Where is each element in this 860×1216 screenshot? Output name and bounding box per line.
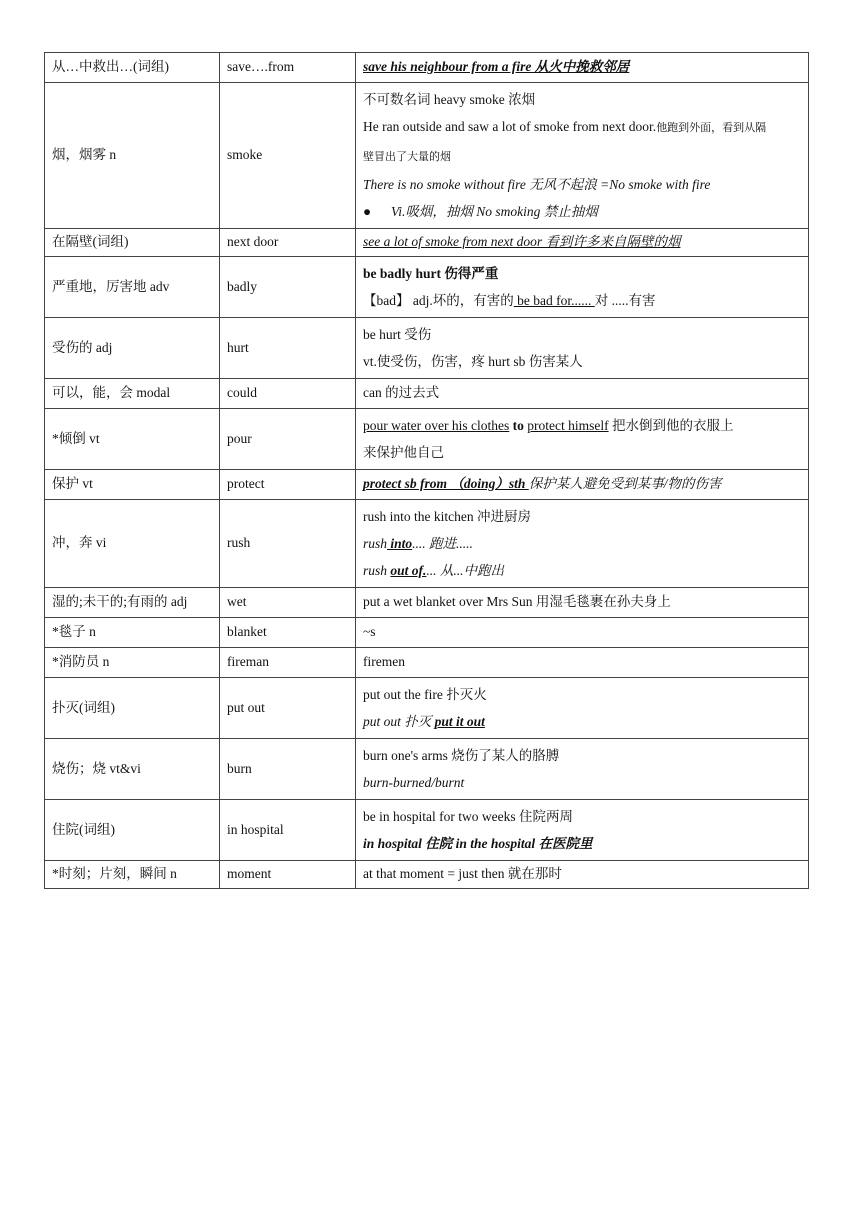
chinese-meaning-cell: 烟，烟雾 n — [45, 83, 220, 229]
english-word-cell: hurt — [220, 318, 356, 379]
usage-text: burn-burned/burnt — [363, 775, 465, 790]
usage-line — [363, 439, 801, 466]
usage-notes-cell — [356, 861, 809, 889]
english-word-cell: smoke — [220, 83, 356, 229]
usage-line — [363, 142, 801, 171]
chinese-meaning-cell: *时刻；片刻，瞬间 n — [45, 861, 220, 889]
usage-line — [363, 58, 801, 77]
chinese-meaning-cell: 可以，能，会 modal — [45, 379, 220, 409]
chinese-meaning-cell: 冲，奔 vi — [45, 500, 220, 588]
usage-text: burn one's arms 烧伤了某人的胳膊 — [363, 748, 560, 763]
usage-text: protect himself — [527, 418, 609, 433]
usage-text: vt.使受伤，伤害，疼 hurt sb 伤害某人 — [363, 354, 583, 369]
usage-line — [363, 593, 801, 612]
usage-text: There is no smoke without fire 无风不起浪 =No smoke with fire — [363, 177, 711, 192]
usage-line — [363, 742, 801, 769]
usage-line — [363, 475, 801, 494]
chinese-meaning-cell: 住院(词组) — [45, 800, 220, 861]
usage-text: in hospital 住院 in the hospital 在医院里 — [363, 836, 593, 851]
usage-text: 【bad】 adj.坏的，有害的 — [363, 293, 514, 308]
english-word-cell: pour — [220, 409, 356, 470]
usage-text: 把水倒到他的衣服上 — [608, 418, 734, 433]
usage-text: at that moment = just then 就在那时 — [363, 866, 562, 881]
usage-text: protect sb from （doing）sth — [363, 476, 529, 491]
english-word-cell: burn — [220, 739, 356, 800]
usage-text: put a wet blanket over Mrs Sun 用湿毛毯裹在孙夫身上 — [363, 594, 671, 609]
usage-notes-cell — [356, 83, 809, 229]
usage-text: rush — [363, 563, 391, 578]
english-word-cell: put out — [220, 678, 356, 739]
usage-text: put out 扑灭 — [363, 714, 435, 729]
usage-line — [363, 260, 801, 287]
english-word-cell: fireman — [220, 648, 356, 678]
usage-line — [363, 653, 801, 672]
bullet-icon: ● — [363, 204, 372, 219]
english-word-cell: rush — [220, 500, 356, 588]
table-row — [45, 618, 809, 648]
usage-text: ~s — [363, 624, 376, 639]
table-row — [45, 739, 809, 800]
usage-line — [363, 86, 801, 113]
usage-notes-cell — [356, 53, 809, 83]
english-word-cell: badly — [220, 257, 356, 318]
usage-notes-cell — [356, 257, 809, 318]
usage-text: save his neighbour from a fire 从火中挽救邻居 — [363, 59, 630, 74]
usage-text: put it out — [434, 714, 485, 729]
usage-line — [363, 530, 801, 557]
table-row — [45, 648, 809, 678]
usage-text: 不可数名词 heavy smoke 浓烟 — [363, 92, 536, 107]
usage-notes-cell — [356, 800, 809, 861]
chinese-meaning-cell: 保护 vt — [45, 470, 220, 500]
usage-text: firemen — [363, 654, 405, 669]
vocabulary-table-body — [45, 53, 809, 889]
table-row — [45, 678, 809, 739]
english-word-cell: save….from — [220, 53, 356, 83]
usage-text: ... 从...中跑出 — [426, 563, 505, 578]
usage-notes-cell — [356, 318, 809, 379]
english-word-cell: wet — [220, 588, 356, 618]
table-row — [45, 318, 809, 379]
chinese-meaning-cell: *毯子 n — [45, 618, 220, 648]
usage-line — [363, 321, 801, 348]
usage-text: pour water over his clothes — [363, 418, 510, 433]
usage-text: be in hospital for two weeks 住院两周 — [363, 809, 573, 824]
usage-text: to — [509, 418, 528, 433]
english-word-cell: next door — [220, 229, 356, 257]
usage-text: .... 跑进..... — [412, 536, 473, 551]
usage-line — [363, 681, 801, 708]
usage-notes-cell — [356, 739, 809, 800]
chinese-meaning-cell: 从…中救出…(词组) — [45, 53, 220, 83]
usage-notes-cell — [356, 500, 809, 588]
usage-line — [363, 803, 801, 830]
usage-notes-cell — [356, 648, 809, 678]
chinese-meaning-cell: 湿的;未干的;有雨的 adj — [45, 588, 220, 618]
usage-text: be hurt 受伤 — [363, 327, 432, 342]
chinese-meaning-cell: 烧伤；烧 vt&vi — [45, 739, 220, 800]
usage-text: can 的过去式 — [363, 385, 440, 400]
table-row — [45, 83, 809, 229]
table-row — [45, 500, 809, 588]
usage-line — [363, 557, 801, 584]
usage-text: rush — [363, 536, 388, 551]
usage-text: be bad for...... — [513, 293, 595, 308]
table-row — [45, 53, 809, 83]
usage-line — [363, 623, 801, 642]
usage-line — [363, 830, 801, 857]
english-word-cell: in hospital — [220, 800, 356, 861]
usage-line — [363, 708, 801, 735]
usage-line — [363, 198, 801, 225]
usage-line — [363, 769, 801, 796]
usage-notes-cell — [356, 409, 809, 470]
usage-line — [363, 171, 801, 198]
usage-text: 对 .....有害 — [594, 293, 656, 308]
usage-notes-cell — [356, 470, 809, 500]
usage-text: 壁冒出了大量的烟 — [363, 151, 451, 163]
usage-notes-cell — [356, 618, 809, 648]
chinese-meaning-cell: 受伤的 adj — [45, 318, 220, 379]
table-row — [45, 800, 809, 861]
usage-text: be badly hurt 伤得严重 — [363, 266, 499, 281]
usage-line — [363, 384, 801, 403]
usage-text: He ran outside and saw a lot of smoke from next door. — [363, 119, 657, 134]
english-word-cell: blanket — [220, 618, 356, 648]
usage-text: out of. — [390, 563, 427, 578]
chinese-meaning-cell: 严重地，厉害地 adv — [45, 257, 220, 318]
table-row — [45, 257, 809, 318]
chinese-meaning-cell: 在隔壁(词组) — [45, 229, 220, 257]
usage-line — [363, 233, 801, 252]
usage-line — [363, 412, 801, 439]
usage-text: Vi.吸烟，抽烟 No smoking 禁止抽烟 — [391, 204, 598, 219]
table-row — [45, 409, 809, 470]
chinese-meaning-cell: 扑灭(词组) — [45, 678, 220, 739]
usage-notes-cell — [356, 588, 809, 618]
english-word-cell: moment — [220, 861, 356, 889]
usage-line — [363, 113, 801, 142]
vocabulary-table — [44, 52, 809, 889]
table-row — [45, 379, 809, 409]
usage-text: rush into the kitchen 冲进厨房 — [363, 509, 531, 524]
usage-notes-cell — [356, 379, 809, 409]
usage-text: 保护某人避免受到某事/物的伤害 — [528, 476, 722, 491]
table-row — [45, 470, 809, 500]
usage-line — [363, 348, 801, 375]
chinese-meaning-cell: *消防员 n — [45, 648, 220, 678]
chinese-meaning-cell: *倾倒 vt — [45, 409, 220, 470]
english-word-cell: protect — [220, 470, 356, 500]
table-row — [45, 861, 809, 889]
usage-text: 来保护他自己 — [363, 445, 444, 460]
usage-line — [363, 287, 801, 314]
english-word-cell: could — [220, 379, 356, 409]
usage-text: put out the fire 扑灭火 — [363, 687, 487, 702]
usage-notes-cell — [356, 678, 809, 739]
table-row — [45, 588, 809, 618]
usage-text: see a lot of smoke from next door 看到许多来自隔壁的烟 — [363, 234, 681, 249]
table-row — [45, 229, 809, 257]
usage-text: into — [387, 536, 413, 551]
usage-line — [363, 503, 801, 530]
usage-notes-cell — [356, 229, 809, 257]
usage-text: 他跑到外面，看到从隔 — [656, 122, 767, 134]
usage-line — [363, 865, 801, 884]
